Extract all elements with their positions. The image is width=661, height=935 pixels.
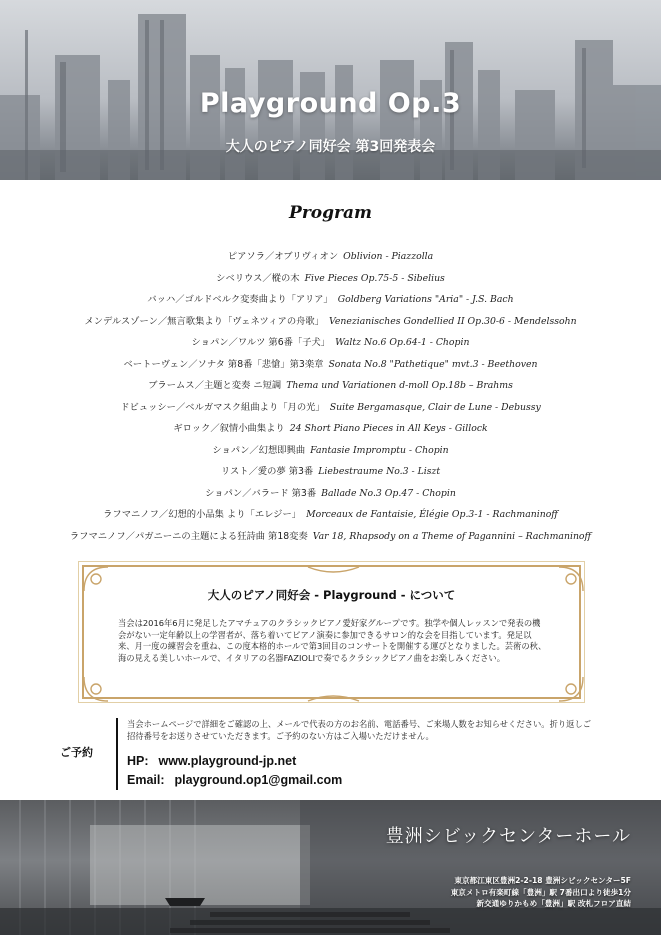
venue-address: [451, 875, 631, 910]
program-item-en: Suite Bergamasque, Clair de Lune - Debussy: [329, 401, 541, 413]
program-item-ja: メンデルスゾーン／無言歌集より「ヴェネツィアの舟歌」: [84, 315, 325, 327]
program-item: [0, 461, 661, 483]
venue-name: 豊洲シビックセンターホール: [385, 826, 631, 847]
email-link[interactable]: playground.op1@gmail.com: [174, 773, 343, 787]
program-item: [0, 354, 661, 376]
program-item-ja: ショパン／幻想即興曲: [212, 444, 306, 456]
program-item: [0, 397, 661, 419]
program-item: [0, 375, 661, 397]
program-item-ja: ショパン／ワルツ 第6番「子犬」: [191, 337, 331, 348]
page-subtitle: 大人のピアノ同好会 第3回発表会: [225, 139, 436, 155]
program-item: [0, 483, 661, 505]
homepage-link[interactable]: www.playground-jp.net: [158, 754, 297, 768]
program-item-ja: ベートーヴェン／ソナタ 第8番「悲愴」第3楽章: [123, 358, 324, 370]
program-item-ja: ピアソラ／オブリヴィオン: [227, 251, 339, 262]
header-banner: [0, 0, 661, 180]
program-item-ja: ラフマニノフ／パガニーニの主題による狂詩曲 第18変奏: [69, 530, 308, 542]
program-item-en: Goldberg Variations "Aria" - J.S. Bach: [337, 294, 514, 305]
venue-banner: [0, 800, 661, 935]
program-item: [0, 268, 661, 290]
concert-hall-image: [0, 800, 661, 935]
program-item: [0, 440, 661, 462]
program-item-en: Sonata No.8 "Pathetique" mvt.3 - Beethoven: [328, 358, 538, 370]
program-list: [0, 246, 661, 547]
program-item-en: Waltz No.6 Op.64-1 - Chopin: [335, 337, 470, 348]
program-item-ja: ラフマニノフ／幻想的小品集 より「エレジー」: [103, 509, 302, 520]
homepage-line: [127, 754, 296, 768]
program-item: [0, 246, 661, 268]
program-item-en: Five Pieces Op.75-5 - Sibelius: [304, 272, 445, 284]
program-item-ja: ドビュッシー／ベルガマスク組曲より「月の光」: [120, 401, 325, 413]
page-title: Playground Op.3: [199, 88, 462, 119]
venue-address-line: 東京メトロ有楽町線「豊洲」駅 7番出口より徒歩1分: [450, 887, 631, 897]
program-item-en: Fantasie Impromptu - Chopin: [310, 444, 449, 456]
program-item-en: Var 18, Rhapsody on a Theme of Pagannini – Rachmaninoff: [312, 530, 592, 542]
email-label: Email:: [127, 773, 165, 787]
program-item-en: Thema und Variationen d-moll Op.18b – Brahms: [286, 380, 513, 391]
reservation-divider: [116, 718, 118, 790]
about-title: 大人のピアノ同好会 - Playground - について: [207, 588, 456, 602]
program-item-ja: ブラームス／主題と変奏 ニ短調: [148, 380, 282, 391]
program-item-ja: ギロック／叙情小曲集より: [173, 423, 285, 434]
program-item-en: Oblivion - Piazzolla: [343, 251, 434, 262]
program-item-en: 24 Short Piano Pieces in All Keys - Gillock: [289, 423, 488, 434]
program-item: [0, 504, 661, 526]
program-item: [0, 311, 661, 333]
program-item: [0, 332, 661, 354]
venue-address-line: 新交通ゆりかもめ「豊洲」駅 改札フロア直結: [476, 899, 631, 908]
about-text: 当会は2016年6月に発足したアマチュアのクラシックピアノ愛好家グループです。独学や個人レッスンで発表の機会がない一定年齢以上の学習者が、落ち着いてピアノ演奏に参加できるサロン的な会を目指しています。発足以来、月一度の練習会を重ね、この度本格的ホールで第3回目のコンサートを開催する運びとなりました。芸術の秋、海の見える美しいホールで、イタリアの名器FAZIOLIで奏でるクラシックピアノ曲をお楽しみください。: [118, 618, 547, 663]
program-item-ja: リスト／愛の夢 第3番: [220, 466, 314, 477]
email-line: [127, 773, 342, 787]
program-item: [0, 526, 661, 548]
program-item-ja: バッハ／ゴルドベルク変奏曲より「アリア」: [147, 294, 333, 305]
program-item-ja: ショパン／バラード 第3番: [205, 487, 317, 499]
reservation-label: ご予約: [60, 746, 93, 759]
program-item-en: Venezianisches Gondellied II Op.30-6 - Mendelssohn: [329, 315, 577, 327]
program-item-en: Morceaux de Fantaisie, Élégie Op.3-1 - Rachmaninoff: [306, 509, 558, 520]
program-item: [0, 418, 661, 440]
venue-address-line: 東京都江東区豊洲2-2-18 豊洲シビックセンター5F: [454, 876, 631, 885]
program-heading: Program: [289, 203, 372, 223]
program-item-ja: シベリウス／樅の木: [216, 272, 300, 284]
about-box: [82, 565, 581, 699]
reservation-note: 当会ホームページで詳細をご確認の上、メールで代表の方のお名前、電話番号、ご来場人数をお知らせください。折り返しご招待番号をお送りさせていただきます。ご予約のない方はご入場いただけません。: [127, 719, 592, 741]
homepage-label: HP:: [127, 754, 149, 768]
program-item: [0, 289, 661, 311]
program-item-en: Ballade No.3 Op.47 - Chopin: [321, 487, 456, 499]
program-item-en: Liebestraume No.3 - Liszt: [318, 466, 441, 477]
